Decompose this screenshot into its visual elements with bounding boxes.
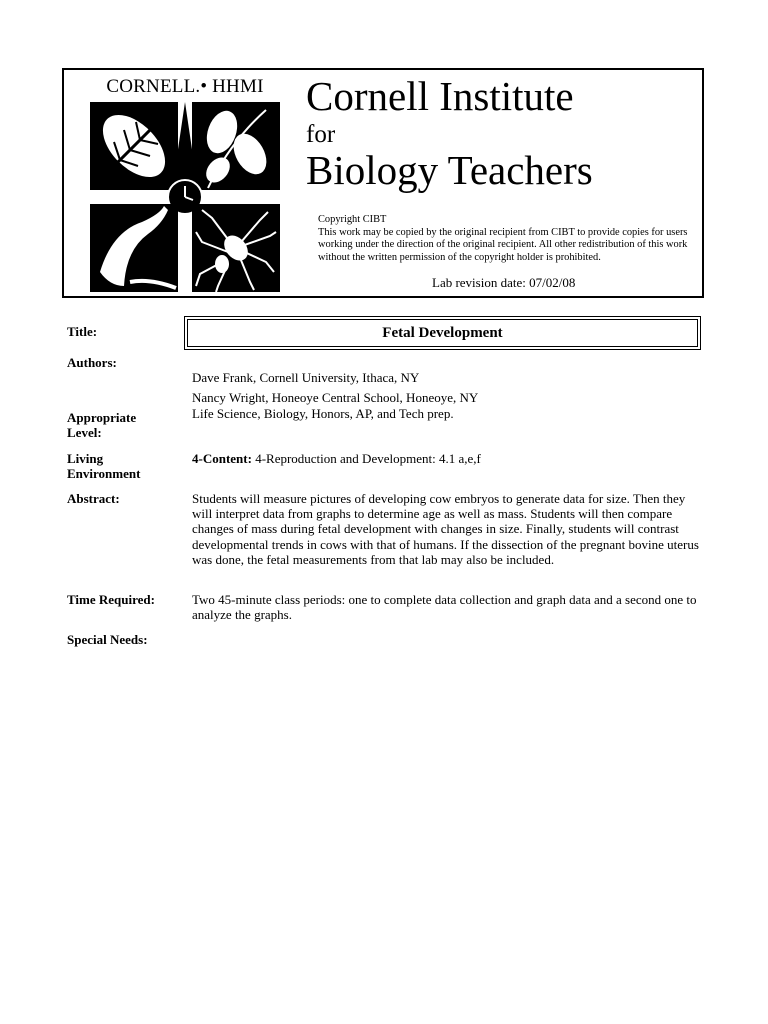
header-box — [62, 68, 704, 298]
author-1: Dave Frank, Cornell University, Ithaca, NY — [192, 370, 420, 385]
abstract-text: Students will measure pictures of developing cow embryos to generate data for size. Then they will interpret data from graphs to determine age as well as mass. Students will then compare changes of mass during fetal development with changes in size. Finally, students will contrast developmental trends in cows with that of humans. If the dissection of the pregnant bovine uterus was done, the fetal measurements from that lab may also be included. — [192, 491, 699, 567]
lab-title: Fetal Development — [187, 319, 698, 347]
level-value: Life Science, Biology, Honors, AP, and Tech prep. — [192, 406, 454, 421]
cornell-hhmi-logo — [90, 76, 280, 292]
institute-subtitle: Biology Teachers — [306, 147, 593, 193]
copyright-heading: Copyright CIBT — [318, 214, 387, 225]
abstract-label: Abstract: — [67, 491, 120, 506]
title-box — [184, 316, 701, 350]
institute-for: for — [306, 121, 336, 148]
level-label: Appropriate Level: — [67, 410, 137, 440]
content-standard: 4-Reproduction and Development: 4.1 a,e,f — [251, 451, 481, 466]
time-required-label: Time Required: — [67, 592, 155, 607]
institute-title: Cornell Institute — [306, 73, 574, 119]
time-required-text: Two 45-minute class periods: one to complete data collection and graph data and a second one to analyze the graphs. — [192, 592, 697, 623]
authors-label: Authors: — [67, 355, 117, 370]
revision-date: Lab revision date: 07/02/08 — [432, 275, 576, 290]
logo-emblem-icon — [90, 102, 280, 292]
title-label: Title: — [67, 324, 98, 339]
logo-text: CORNELL.• HHMI — [106, 76, 264, 97]
copyright-notice — [318, 214, 700, 264]
special-needs-label: Special Needs: — [67, 632, 148, 647]
living-environment-label: Living Environment — [67, 451, 141, 481]
copyright-body: This work may be copied by the original recipient from CIBT to provide copies for users working under the direction of the original recipient. All other redistribution of this work without the written permission of the copyright holder is prohibited. — [318, 226, 688, 263]
living-environment-value — [192, 451, 702, 466]
content-code: 4-Content: — [192, 451, 252, 466]
author-2: Nancy Wright, Honeoye Central School, Honeoye, NY — [192, 390, 479, 405]
